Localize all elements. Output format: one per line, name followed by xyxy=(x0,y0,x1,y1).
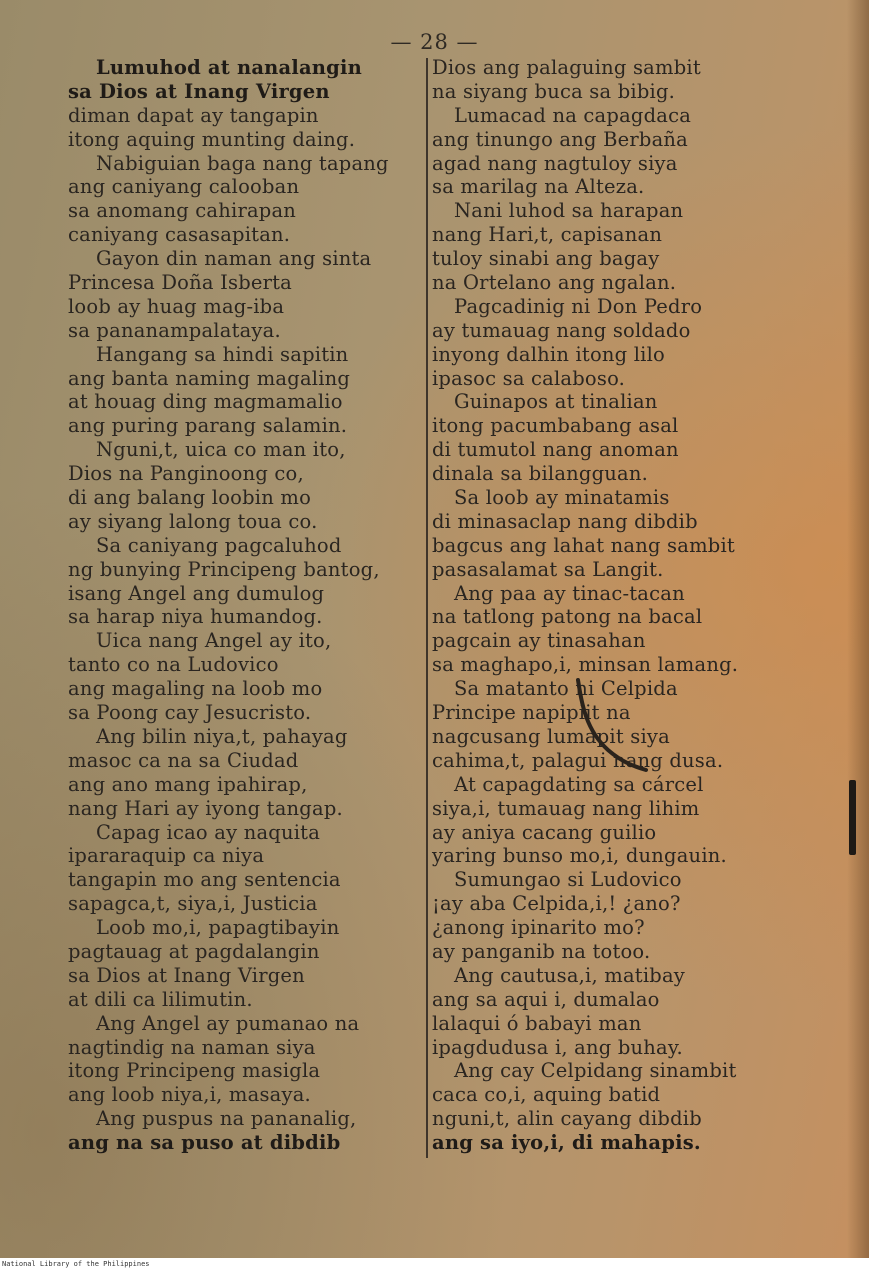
verse-line: di ang balang loobin mo xyxy=(68,486,312,510)
verse-line: sa anomang cahirapan xyxy=(68,199,297,223)
verse-line: caniyang casasapitan. xyxy=(68,223,291,247)
verse-line: di minasaclap nang dibdib xyxy=(432,509,698,533)
verse-line: ay aniya cacang guilio xyxy=(432,820,657,844)
verse-line: Sa loob ay minatamis xyxy=(454,486,670,510)
verse-line: nagtindig na naman siya xyxy=(68,1035,316,1059)
verse-line: Dios ang palaguing sambit xyxy=(432,56,701,79)
verse-line: Hangang sa hindi sapitin xyxy=(96,342,349,366)
verse-line: sa pananampalataya. xyxy=(68,318,281,342)
verse-line: sa harap niya humandog. xyxy=(68,605,323,629)
ink-stain xyxy=(568,675,648,775)
page-number: — 28 — xyxy=(390,30,479,54)
verse-line: Sa matanto ni Celpida xyxy=(454,677,678,701)
verse-line: ipararaquip ca niya xyxy=(68,844,265,868)
column-divider xyxy=(426,58,428,1158)
verse-line: ang magaling na loob mo xyxy=(68,677,323,701)
verse-line: Ang Angel ay pumanao na xyxy=(96,1011,360,1035)
verse-line: pagtauag at pagdalangin xyxy=(68,939,320,963)
verse-line: Dios na Panginoong co, xyxy=(68,462,304,486)
verse-line: siya,i, tumauag nang lihim xyxy=(432,796,700,820)
verse-line: ang tinungo ang Berbaña xyxy=(432,127,688,151)
verse-line: ang ano mang ipahirap, xyxy=(68,772,308,796)
verse-line: Ang paa ay tinac-tacan xyxy=(454,581,685,605)
verse-line: ipagdudusa i, ang buhay. xyxy=(432,1035,683,1059)
verse-line: Pagcadinig ni Don Pedro xyxy=(454,294,703,318)
right-column xyxy=(432,56,792,1155)
verse-line: sa Dios at Inang Virgen xyxy=(68,79,330,103)
verse-line: Lumacad na capagdaca xyxy=(454,103,692,127)
verse-line: at dili ca lilimutin. xyxy=(68,987,253,1011)
verse-line: Lumuhod at nanalangin xyxy=(96,56,363,79)
verse-line: na siyang buca sa bibig. xyxy=(432,79,676,103)
verse-line: ay siyang lalong toua co. xyxy=(68,509,318,533)
verse-line: Ang puspus na pananalig, xyxy=(96,1107,357,1131)
verse-line: sapagca,t, siya,i, Justicia xyxy=(68,892,318,916)
verse-line: Uica nang Angel ay ito, xyxy=(96,629,332,653)
verse-line: ng bunying Principeng bantog, xyxy=(68,557,380,581)
verse-line: ¿anong ipinarito mo? xyxy=(432,916,645,940)
verse-line: tangapin mo ang sentencia xyxy=(68,868,341,892)
verse-line: ang sa iyo,i, di mahapis. xyxy=(432,1131,701,1155)
verse-line: tuloy sinabi ang bagay xyxy=(432,247,660,271)
verse-line: itong pacumbabang asal xyxy=(432,414,679,438)
verse-line: caca co,i, aquing batid xyxy=(432,1083,661,1107)
verse-line: nagcusang lumapit siya xyxy=(432,724,670,748)
verse-line: Ang bilin niya,t, pahayag xyxy=(96,724,348,748)
verse-line: sa Poong cay Jesucristo. xyxy=(68,701,312,725)
verse-line: lalaqui ó babayi man xyxy=(432,1011,642,1035)
verse-line: ang sa aqui i, dumalao xyxy=(432,987,660,1011)
verse-line: Gayon din naman ang sinta xyxy=(96,247,372,271)
verse-line: ay tumauag nang soldado xyxy=(432,318,691,342)
verse-line: Guinapos at tinalian xyxy=(454,390,658,414)
verse-line: masoc ca na sa Ciudad xyxy=(68,748,299,772)
verse-line: tanto co na Ludovico xyxy=(68,653,279,677)
verse-line: Ang cautusa,i, matibay xyxy=(454,963,686,987)
verse-line: na tatlong patong na bacal xyxy=(432,605,703,629)
edge-mark xyxy=(849,780,856,855)
verse-line: sa maghapo,i, minsan lamang. xyxy=(432,653,739,677)
verse-line: Sa caniyang pagcaluhod xyxy=(96,533,342,557)
verse-line: ang banta naming magaling xyxy=(68,366,351,390)
verse-line: agad nang nagtuloy siya xyxy=(432,151,678,175)
verse-line: ay panganib na totoo. xyxy=(432,939,651,963)
verse-line: di tumutol nang anoman xyxy=(432,438,679,462)
left-column xyxy=(68,56,420,1155)
verse-line: at houag ding magmamalio xyxy=(68,390,343,414)
footer-credit: National Library of the Philippines xyxy=(2,1260,150,1268)
verse-line: Nani luhod sa harapan xyxy=(454,199,684,223)
verse-line: yaring bunso mo,i, dungauin. xyxy=(432,844,727,868)
verse-line: pasasalamat sa Langit. xyxy=(432,557,664,581)
verse-line: nang Hari,t, capisanan xyxy=(432,223,663,247)
verse-line: Principe napipiit na xyxy=(432,701,631,725)
verse-line: cahima,t, palagui nang dusa. xyxy=(432,748,724,772)
verse-line: isang Angel ang dumulog xyxy=(68,581,325,605)
verse-line: inyong dalhin itong lilo xyxy=(432,342,665,366)
verse-line: Sumungao si Ludovico xyxy=(454,868,682,892)
verse-line: dinala sa bilangguan. xyxy=(432,462,649,486)
verse-line: ¡ay aba Celpida,i,! ¿ano? xyxy=(432,892,681,916)
verse-line: Princesa Doña Isberta xyxy=(68,271,293,295)
verse-line: itong Principeng masigla xyxy=(68,1059,321,1083)
verse-line: diman dapat ay tangapin xyxy=(68,103,319,127)
verse-line: sa Dios at Inang Virgen xyxy=(68,963,305,987)
verse-line: pagcain ay tinasahan xyxy=(432,629,646,653)
verse-line: Loob mo,i, papagtibayin xyxy=(96,916,340,940)
verse-line: itong aquing munting daing. xyxy=(68,127,356,151)
verse-line: na Ortelano ang ngalan. xyxy=(432,271,677,295)
verse-line: ang puring parang salamin. xyxy=(68,414,348,438)
verse-line: nguni,t, alin cayang dibdib xyxy=(432,1107,702,1131)
verse-line: bagcus ang lahat nang sambit xyxy=(432,533,735,557)
page-edge-shadow xyxy=(847,0,869,1258)
verse-line: Capag icao ay naquita xyxy=(96,820,321,844)
verse-line: At capagdating sa cárcel xyxy=(454,772,704,796)
verse-line: Nabiguian baga nang tapang xyxy=(96,151,389,175)
verse-line: ang na sa puso at dibdib xyxy=(68,1131,341,1155)
verse-line: loob ay huag mag-iba xyxy=(68,294,285,318)
verse-line: sa marilag na Alteza. xyxy=(432,175,645,199)
verse-line: ipasoc sa calaboso. xyxy=(432,366,626,390)
verse-line: Ang cay Celpidang sinambit xyxy=(454,1059,737,1083)
verse-line: Nguni,t, uica co man ito, xyxy=(96,438,346,462)
verse-line: ang loob niya,i, masaya. xyxy=(68,1083,311,1107)
verse-line: nang Hari ay iyong tangap. xyxy=(68,796,343,820)
verse-line: ang caniyang calooban xyxy=(68,175,300,199)
